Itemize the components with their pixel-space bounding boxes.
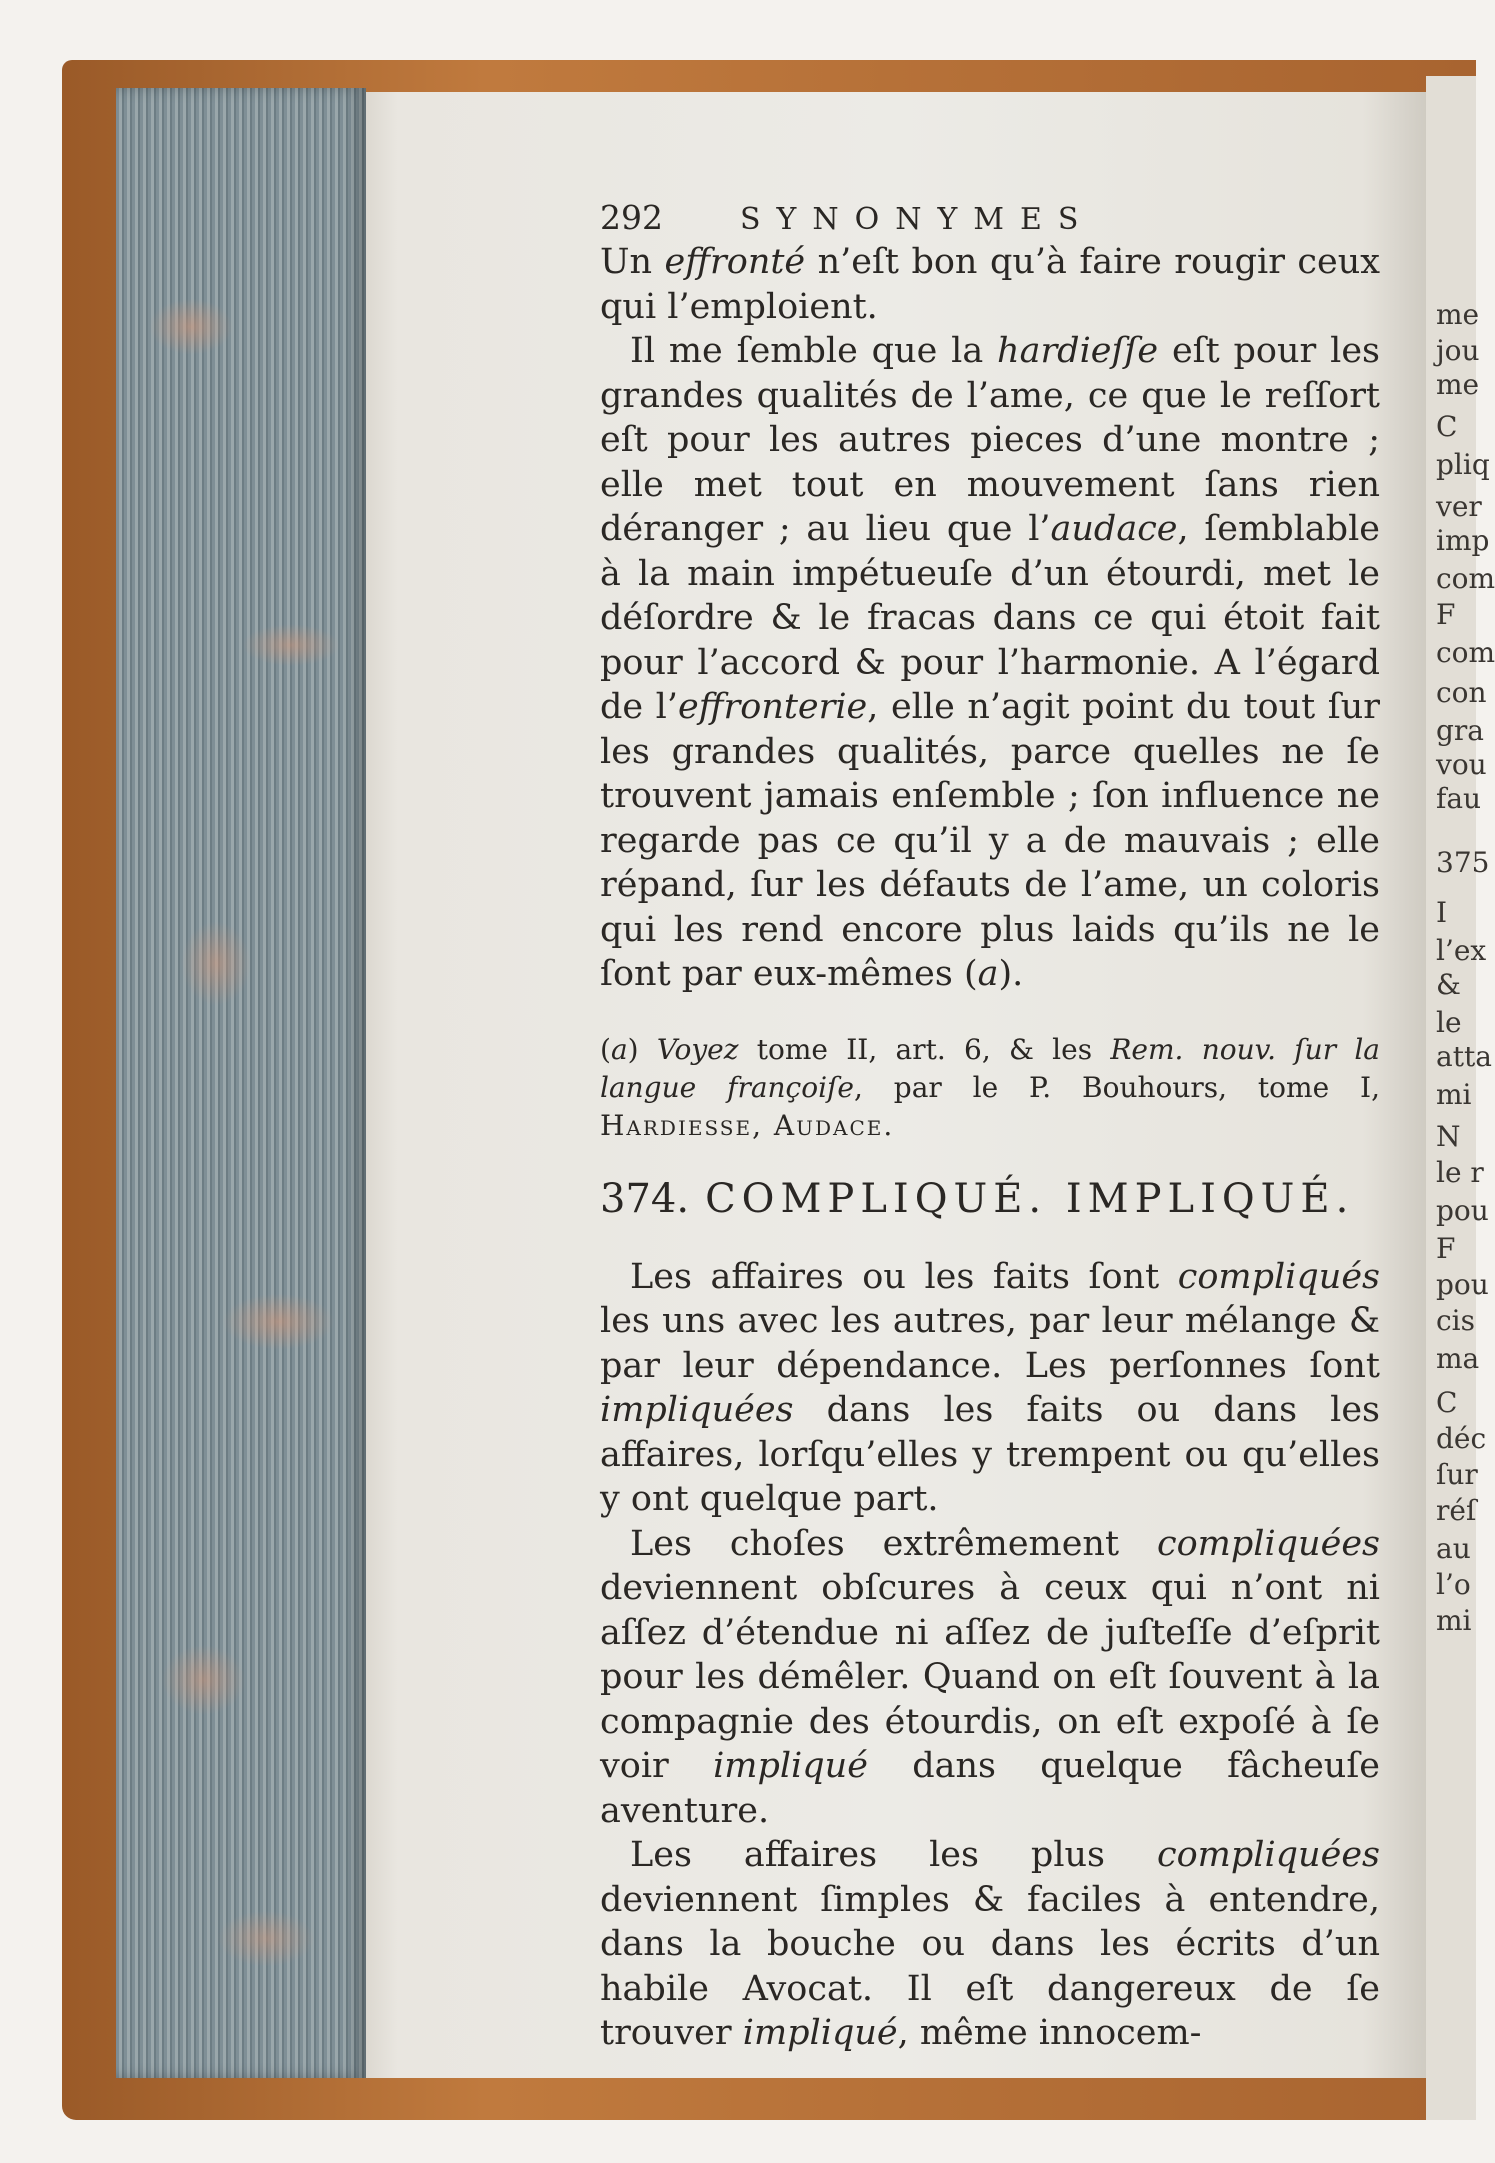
facing-page-fragment: C (1436, 1386, 1458, 1419)
facing-page-fragment: jou (1436, 334, 1480, 367)
facing-page-fragment: N (1436, 1120, 1461, 1153)
text-run: ( (600, 1032, 611, 1066)
text-run: dans les faits ou dans les affaires, lorſqu’elles y trempent ou qu’elles y ont quelque part. (600, 1390, 1380, 1519)
facing-page-fragment: me (1436, 368, 1480, 401)
facing-page-fragment: au (1436, 1532, 1471, 1565)
facing-page-fragment: réſ (1436, 1494, 1477, 1527)
page-text-block (600, 196, 1380, 2056)
text-run: ) (627, 1032, 657, 1066)
italic-run: impliqué (742, 2013, 898, 2053)
italic-run: Voyez (656, 1032, 739, 1066)
facing-page-fragment: ma (1436, 1342, 1480, 1375)
facing-page-fragment: pliq (1436, 448, 1490, 481)
italic-run: hardieſſe (997, 331, 1159, 371)
italic-run: impliquées (600, 1390, 794, 1430)
facing-page-fragment: le r (1436, 1156, 1484, 1189)
text-run: , ſemblable à la main impétueuſe d’un étourdi, met le déſordre & le fracas dans ce qui étoit fait pour l’accord & pour l’harmonie. A l’égard de l’ (600, 509, 1380, 727)
italic-run: compliqués (1177, 1256, 1380, 1297)
text-run: Il me ſemble que la (630, 331, 998, 371)
facing-page-fragment: atta (1436, 1040, 1492, 1073)
text-run: tome II, art. 6, & les (738, 1032, 1111, 1066)
text-run: eſt pour les grandes qualités de l’ame, ce que le reſſort eſt pour les autres pieces d’une montre ; elle met tout en mouvement ſans rien déranger ; au lieu que l’ (600, 331, 1380, 549)
italic-run: compliquées (1157, 1835, 1380, 1875)
text-run: dans quelque fâcheuſe aventure. (600, 1746, 1380, 1831)
facing-page-fragment: cis (1436, 1304, 1476, 1337)
facing-page-fragment: fau (1436, 782, 1482, 815)
facing-page-fragment: mi (1436, 1078, 1472, 1111)
facing-page-fragment: me (1436, 298, 1480, 331)
text-run: , elle n’agit point du tout ſur les grandes qualités, parce quelles ne ſe trouvent jamais enſemble ; ſon influence ne regarde pas ce qu’il y a de mauvais ; elle répand, ſur les défauts de l’ame, un coloris qui les rend encore plus laids qu’ils ne le ſont par eux-mêmes ( (600, 687, 1380, 994)
paragraph-complique-3 (600, 1833, 1380, 2056)
facing-page-fragment: le (1436, 1006, 1462, 1039)
facing-page-fragment: ver (1436, 490, 1482, 523)
facing-page-fragment: con (1436, 676, 1487, 709)
paragraph-complique-1 (600, 1255, 1380, 1522)
text-run: ). (998, 954, 1024, 994)
text-run: les uns avec les autres, par leur mélange & par leur dépendance. Les perſonnes ſont (600, 1301, 1380, 1386)
paragraph-effronte (600, 240, 1380, 329)
facing-page-fragment: & (1436, 968, 1461, 1001)
facing-page-fragment: vou (1436, 748, 1487, 781)
italic-run: Rem. nouv. ſur la langue françoiſe (600, 1032, 1380, 1104)
italic-run: compliquées (1157, 1523, 1380, 1564)
facing-page-fragment: déc (1436, 1422, 1487, 1455)
text-run: Les choſes extrêmement (630, 1523, 1157, 1564)
facing-page-fragment: pou (1436, 1194, 1489, 1227)
text-run: deviennent obſcures à ceux qui n’ont ni aſſez d’étendue ni aſſez de juſteſſe d’eſprit pour les démêler. Quand on eſt ſouvent à la compagnie des étourdis, on eſt expoſé à ſe voir (600, 1568, 1380, 1786)
text-run: , même innocem- (897, 2013, 1202, 2053)
text-run: deviennent ſimples & faciles à entendre, dans la bouche ou dans les écrits d’un habile Avocat. Il eſt dangereux de ſe trouver (600, 1879, 1380, 2053)
paragraph-complique-2 (600, 1522, 1380, 1834)
text-run: n’eſt bon qu’à faire rougir ceux qui l’emploient. (600, 242, 1380, 327)
facing-page-fragment: pou (1436, 1268, 1489, 1301)
text-run: Un (600, 242, 665, 282)
page-header (600, 196, 1380, 240)
facing-page-fragment: C (1436, 410, 1458, 443)
facing-page-fragment: l’o (1436, 1568, 1471, 1601)
entry-number: 374. (600, 1175, 690, 1222)
facing-page-fragment: I (1436, 896, 1448, 929)
entry-heading (600, 1173, 1380, 1225)
facing-page-fragment: gra (1436, 714, 1485, 747)
facing-page-fragment: com (1436, 636, 1495, 669)
italic-run: effronterie (678, 687, 868, 727)
facing-page-fragment: com (1436, 562, 1495, 595)
facing-page-fragment: F (1436, 1232, 1456, 1265)
italic-run: impliqué (713, 1746, 868, 1786)
facing-page-fragment: imp (1436, 524, 1490, 557)
facing-page-fragment: 375 (1436, 846, 1490, 879)
italic-run: a (610, 1032, 628, 1066)
italic-run: effronté (664, 242, 806, 282)
text-run: , par le P. Bouhours, tome I, (854, 1070, 1380, 1104)
facing-page-fragment: l’ex (1436, 934, 1487, 967)
text-run: Les affaires ou les faits ſont (630, 1256, 1178, 1297)
footnote (600, 1031, 1380, 1145)
page-number: 292 (600, 198, 663, 237)
running-head: SYNONYMES (740, 202, 1095, 237)
facing-page-fragment: mi (1436, 1604, 1472, 1637)
text-run: Les affaires les plus (630, 1835, 1157, 1875)
facing-page-fragment: ſur (1436, 1458, 1478, 1491)
small-caps-run: Hardiesse, Audace. (600, 1108, 895, 1142)
paragraph-hardiesse (600, 329, 1380, 997)
facing-page-fragment: F (1436, 598, 1456, 631)
entry-title: COMPLIQUÉ. IMPLIQUÉ. (705, 1175, 1355, 1222)
facing-page-edge (1426, 76, 1495, 2120)
italic-run: a (977, 954, 999, 994)
italic-run: audace (1050, 509, 1178, 549)
page-edge-marbled (116, 88, 366, 2078)
